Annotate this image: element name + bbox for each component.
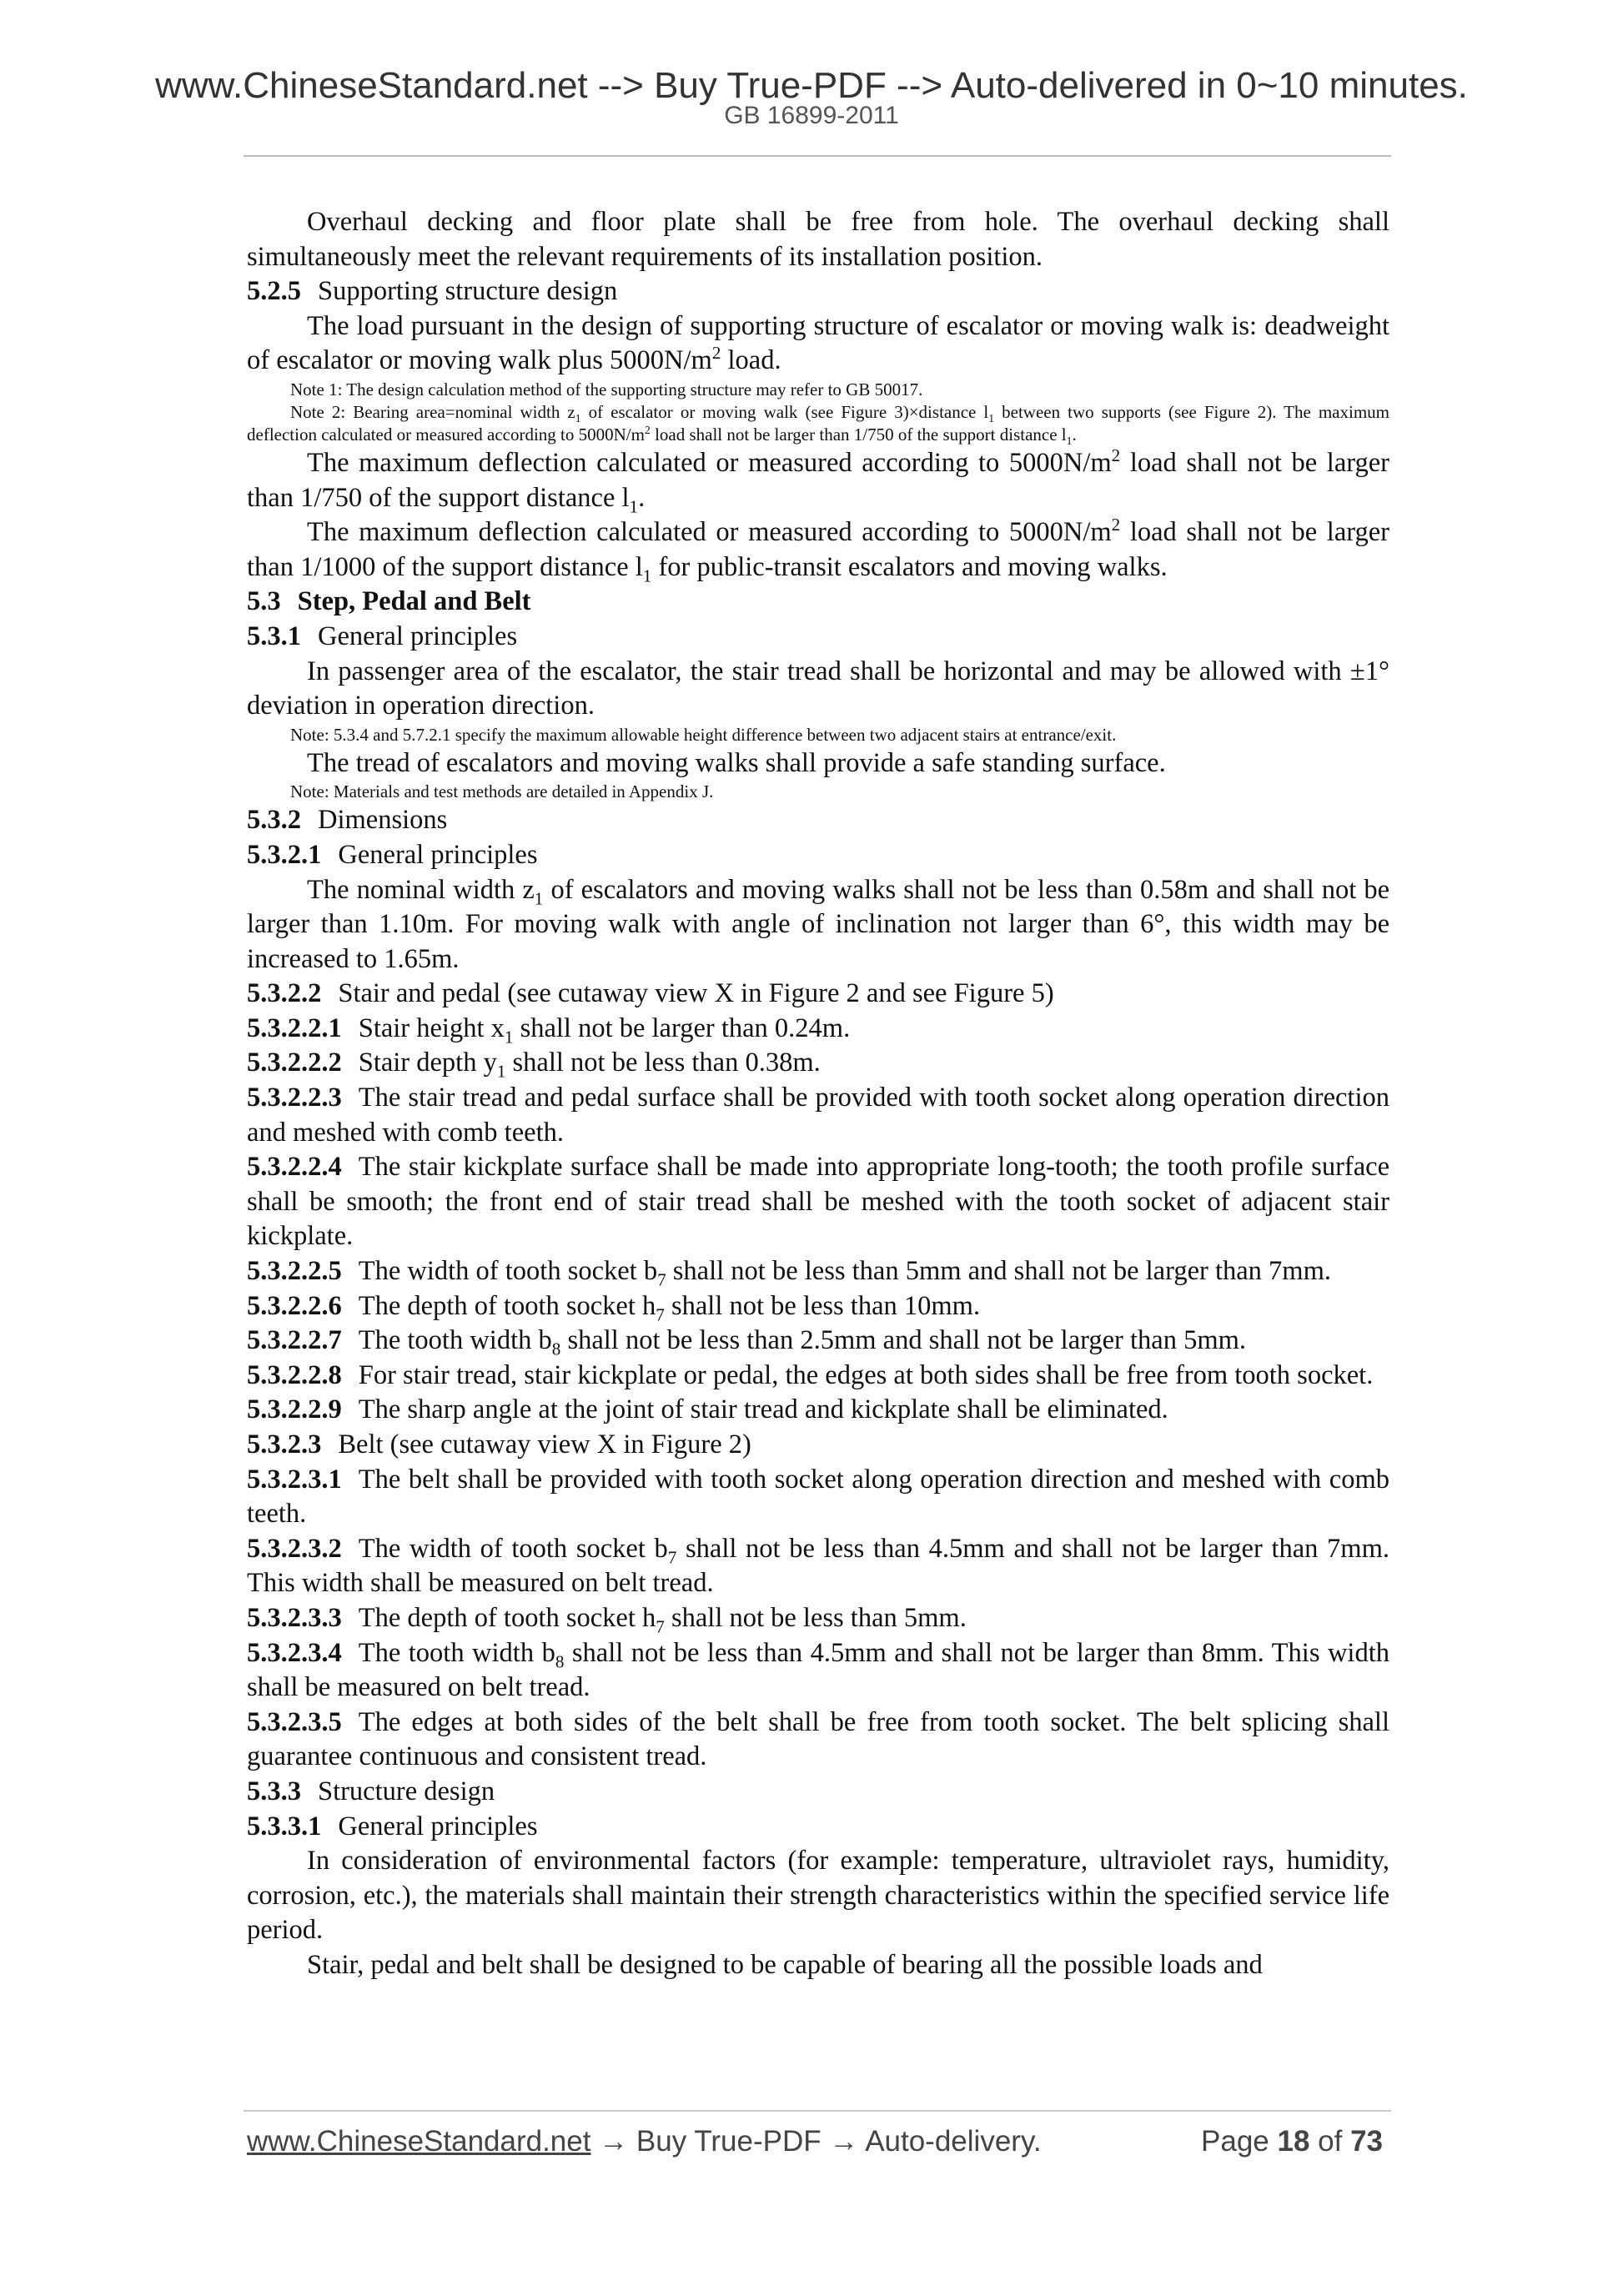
clause-number: 5.3.2.2.8 (247, 1359, 342, 1390)
page-label: Page (1201, 2125, 1278, 2158)
text-run: shall not be less than 0.38m. (505, 1048, 821, 1078)
text-run: . (638, 482, 646, 513)
footer-site-link[interactable]: www.ChineseStandard.net (247, 2125, 591, 2158)
text-run: shall not be less than 2.5mm and shall not be larger than 5mm. (560, 1325, 1247, 1356)
text-run: load shall not be larger than 1/750 of the support distance l (247, 447, 1389, 513)
header-banner[interactable]: www.ChineseStandard.net --> Buy True-PDF --> Auto-delivered in 0~10 minutes. (155, 65, 1468, 106)
text-run: shall not be less than 4.5mm and shall not be larger than 7mm. This width shall be measured on belt tread. (247, 1533, 1389, 1599)
section-heading-5-3-1 (247, 620, 1389, 655)
clause-number: 5.3.2.2.1 (247, 1012, 342, 1043)
text-run: shall not be larger than 0.24m. (513, 1012, 851, 1043)
clause-number: 5.3.2.2.7 (247, 1325, 342, 1356)
section-title: General principles (338, 839, 538, 870)
text-run: The width of tooth socket b (358, 1533, 668, 1564)
page-indicator (1201, 2125, 1383, 2158)
clause-number: 5.3.2.2.3 (247, 1083, 342, 1113)
subscript: 7 (656, 1616, 665, 1637)
note: Note: Materials and test methods are detailed in Appendix J. (290, 781, 714, 802)
clause (247, 1012, 1389, 1047)
text-run: between two supports (see Figure 2). The maximum deflection calculated or measured according to 5000N/m (247, 401, 1389, 445)
text-run: The stair tread and pedal surface shall be provided with tooth socket along operation direction and meshed with comb teeth. (247, 1083, 1389, 1148)
subscript: 7 (656, 1304, 665, 1325)
text-run: shall not be less than 5mm. (664, 1602, 967, 1633)
text-run: The belt shall be provided with tooth socket along operation direction and meshed with comb teeth. (247, 1464, 1389, 1530)
section-heading-5-3 (247, 585, 1389, 620)
of-label: of (1309, 2125, 1351, 2158)
clause (247, 1393, 1389, 1428)
section-heading-5-3-2-1 (247, 838, 1389, 873)
text-run: The edges at both sides of the belt shall be free from tooth socket. The belt splicing shall guarantee continuous and consistent tread. (247, 1706, 1389, 1772)
header-divider (244, 155, 1391, 157)
clause (247, 1463, 1389, 1532)
subscript: 1 (629, 496, 639, 517)
superscript: 2 (1111, 445, 1121, 466)
paragraph: Stair, pedal and belt shall be designed to be capable of bearing all the possible loads and (307, 1949, 1263, 1980)
section-title: General principles (338, 1811, 538, 1841)
section-heading-5-2-5 (247, 274, 1389, 309)
text-run: Stair depth y (358, 1048, 497, 1078)
footer-divider (244, 2110, 1391, 2112)
section-number: 5.3.1 (247, 620, 301, 651)
arrow-icon: → (590, 2125, 636, 2158)
text-run: The depth of tooth socket h (358, 1602, 656, 1633)
text-run: The tooth width b (358, 1637, 555, 1668)
section-title: Supporting structure design (318, 276, 618, 307)
subscript: 1 (496, 1061, 506, 1082)
text-run: of escalator or moving walk (see Figure 3)×distance l (580, 401, 989, 422)
subscript: 8 (555, 1651, 565, 1672)
text-run: load shall not be larger than 1/1000 of the support distance l (247, 517, 1389, 582)
clause (247, 1706, 1389, 1775)
text-run: The maximum deflection calculated or measured according to 5000N/m (307, 517, 1112, 548)
section-number: 5.3.3 (247, 1776, 301, 1806)
clause-number: 5.3.2.2.2 (247, 1048, 342, 1078)
paragraph (247, 515, 1389, 585)
text-run: The stair kickplate surface shall be made into appropriate long-tooth; the tooth profile surface shall be smooth; the front end of stair tread shall be meshed with the tooth socket of adjacent stair kickplate. (247, 1152, 1389, 1252)
clause (247, 1081, 1389, 1150)
subscript: 7 (657, 1269, 666, 1290)
section-number: 5.3.2.2 (247, 978, 322, 1009)
text-run: shall not be less than 10mm. (664, 1290, 981, 1321)
section-heading-5-3-2-3 (247, 1428, 1389, 1463)
clause (247, 1324, 1389, 1359)
clause (247, 1289, 1389, 1324)
text-run: shall not be less than 4.5mm and shall not be larger than 8mm. This width shall be measured on belt tread. (247, 1637, 1389, 1703)
paragraph: Overhaul decking and floor plate shall be free from hole. The overhaul decking shall simultaneously meet the relevant requirements of its installation position. (247, 207, 1389, 272)
subscript: 1 (642, 565, 652, 586)
text-run: . (1072, 424, 1077, 445)
clause (247, 1046, 1389, 1081)
text-run: The tooth width b (358, 1325, 552, 1356)
subscript: 1 (1066, 435, 1073, 448)
note: Note: 5.3.4 and 5.7.2.1 specify the maximum allowable height difference between two adjacent stairs at entrance/exit. (290, 724, 1117, 745)
footer-auto-text: Auto-delivery. (865, 2125, 1042, 2158)
clause-number: 5.3.2.3.5 (247, 1706, 342, 1737)
clause-number: 5.3.2.3.4 (247, 1637, 342, 1668)
subscript: 1 (534, 888, 544, 908)
section-number: 5.3.2.3 (247, 1429, 322, 1459)
clause-number: 5.3.2.2.6 (247, 1290, 342, 1321)
text-run: For stair tread, stair kickplate or pedal, the edges at both sides shall be free from tooth socket. (358, 1359, 1374, 1390)
text-run: load shall not be larger than 1/750 of the support distance l (650, 424, 1067, 445)
arrow-icon: → (821, 2125, 866, 2158)
clause-number: 5.3.2.2.9 (247, 1394, 342, 1425)
section-title: Structure design (318, 1776, 495, 1806)
subscript: 1 (575, 412, 581, 425)
paragraph (247, 873, 1389, 977)
text-run: of escalators and moving walks shall not be less than 0.58m and shall not be larger than 1.10m. For moving walk with angle of inclination not larger than 6°, this width may be increased to 1.65m. (247, 874, 1390, 974)
text-run: The maximum deflection calculated or measured according to 5000N/m (307, 447, 1112, 478)
footer-buy-text[interactable]: Buy True-PDF (636, 2125, 822, 2158)
text-run: The depth of tooth socket h (358, 1290, 656, 1321)
page-body (247, 205, 1389, 1983)
section-number: 5.3.2.1 (247, 839, 322, 870)
section-heading-5-3-2-2 (247, 977, 1389, 1012)
page-total: 73 (1350, 2125, 1383, 2158)
page-footer (247, 2125, 1389, 2162)
text-run: load. (721, 345, 781, 376)
text-run: The nominal width z (307, 874, 535, 905)
clause (247, 1601, 1389, 1636)
text-run: The width of tooth socket b (358, 1256, 658, 1287)
text-run: shall not be less than 5mm and shall not be larger than 7mm. (666, 1256, 1331, 1287)
footer-links (247, 2125, 1042, 2158)
text-run: for public-transit escalators and moving walks. (651, 551, 1168, 582)
clause (247, 1150, 1389, 1254)
paragraph: In consideration of environmental factors (for example: temperature, ultraviolet rays, humidity, corrosion, etc.), the materials shall maintain their strength characteristics within the specified service life period. (247, 1846, 1389, 1946)
section-title: Stair and pedal (see cutaway view X in Figure 2 and see Figure 5) (338, 978, 1054, 1009)
text-run: Stair height x (358, 1012, 505, 1043)
section-title: Dimensions (318, 805, 448, 836)
section-heading-5-3-3 (247, 1775, 1389, 1810)
note: Note 1: The design calculation method of the supporting structure may refer to GB 50017. (290, 379, 923, 399)
superscript: 2 (1111, 515, 1121, 535)
section-title: Belt (see cutaway view X in Figure 2) (338, 1429, 751, 1459)
page-number: 18 (1277, 2125, 1310, 2158)
clause-number: 5.3.2.2.5 (247, 1256, 342, 1287)
clause (247, 1254, 1389, 1289)
section-heading-5-3-2 (247, 803, 1389, 838)
paragraph (247, 446, 1389, 515)
paragraph (247, 309, 1389, 379)
clause (247, 1636, 1389, 1706)
subscript: 7 (667, 1547, 677, 1568)
section-heading-5-3-3-1 (247, 1810, 1389, 1845)
superscript: 2 (644, 423, 651, 436)
clause (247, 1359, 1389, 1394)
section-number: 5.3 (247, 586, 281, 617)
section-number: 5.3.3.1 (247, 1811, 322, 1841)
subscript: 1 (504, 1027, 514, 1048)
clause (247, 1532, 1389, 1601)
subscript: 8 (551, 1339, 561, 1359)
section-title: General principles (318, 620, 518, 651)
section-number: 5.3.2 (247, 805, 301, 836)
section-title: Step, Pedal and Belt (297, 586, 531, 617)
subscript: 1 (988, 412, 995, 425)
clause-number: 5.3.2.3.2 (247, 1533, 342, 1564)
clause-number: 5.3.2.3.3 (247, 1602, 342, 1633)
note (247, 401, 1389, 446)
clause-number: 5.3.2.3.1 (247, 1464, 342, 1495)
superscript: 2 (711, 343, 721, 364)
text-run: Note 2: Bearing area=nominal width z (290, 401, 575, 422)
text-run: The sharp angle at the joint of stair tread and kickplate shall be eliminated. (358, 1394, 1168, 1425)
text-run: The load pursuant in the design of supporting structure of escalator or moving walk is: deadweight of escalator or moving walk plus 5000N/m (247, 310, 1389, 376)
section-number: 5.2.5 (247, 276, 301, 307)
clause-number: 5.3.2.2.4 (247, 1152, 342, 1183)
paragraph: The tread of escalators and moving walks shall provide a safe standing surface. (307, 747, 1166, 778)
paragraph: In passenger area of the escalator, the stair tread shall be horizontal and may be allowed with ±1° deviation in operation direction. (247, 656, 1389, 721)
header-standard-code: GB 16899-2011 (724, 102, 899, 129)
